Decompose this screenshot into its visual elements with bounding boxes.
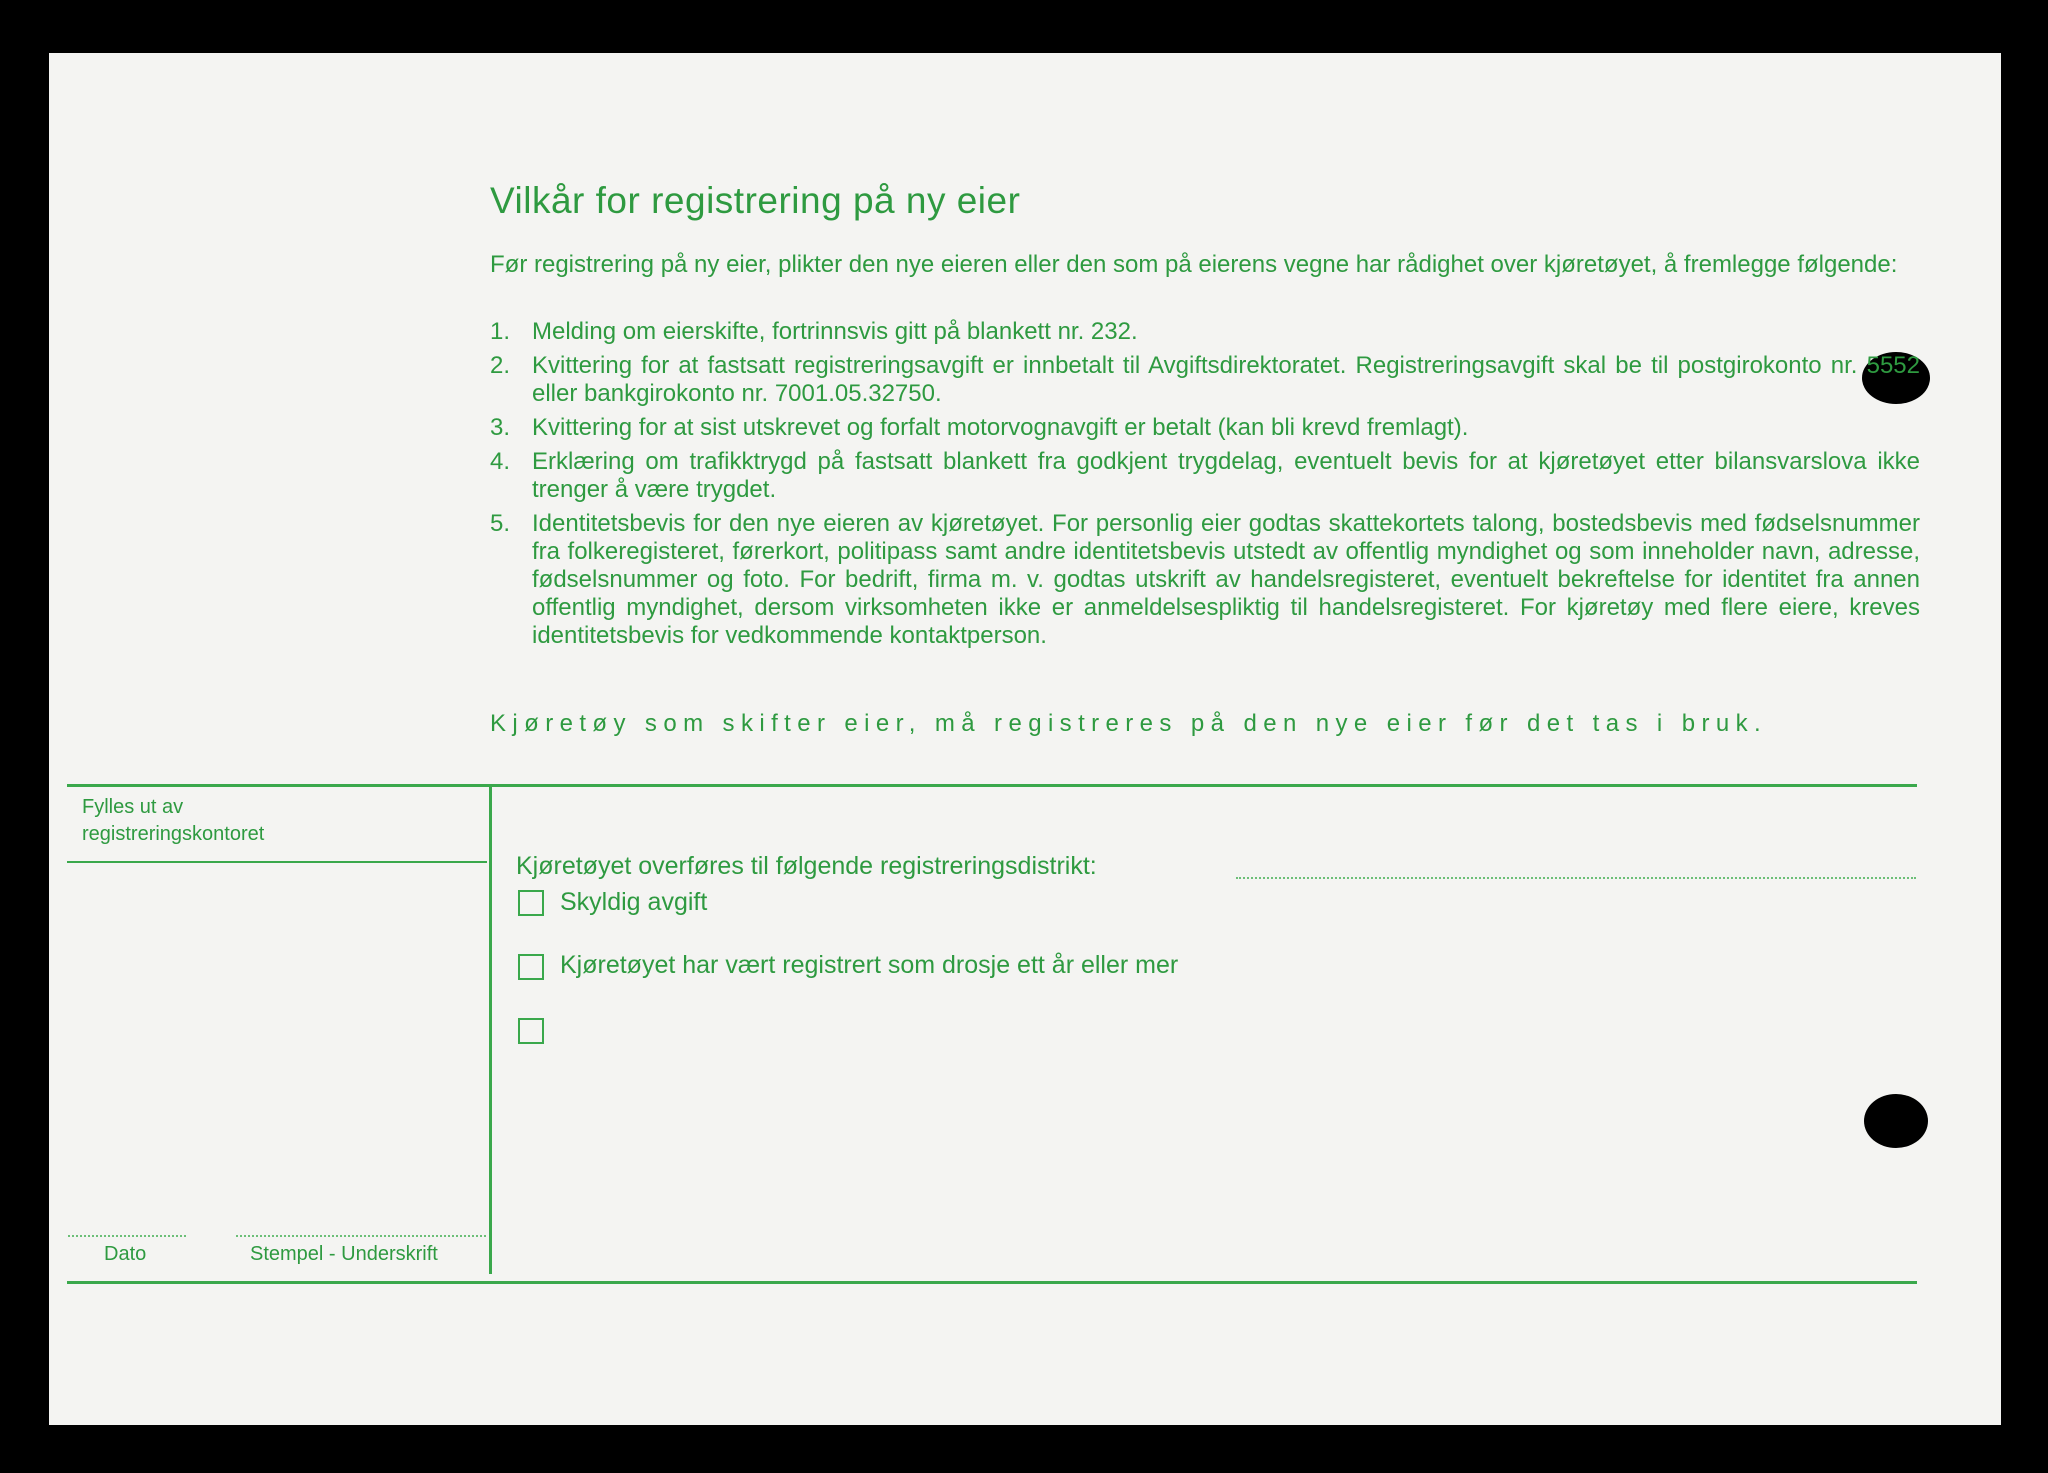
punch-hole-bottom: [1864, 1094, 1928, 1148]
notice-text: Kjøretøy som skifter eier, må registreres på den nye eier før det tas i bruk.: [490, 710, 1768, 737]
list-item-number: 3.: [490, 414, 511, 441]
list-item-number: 1.: [490, 318, 511, 345]
stamp-label: Stempel - Underskrift: [250, 1243, 438, 1265]
list-item: [490, 448, 1920, 504]
office-label-line2: registreringskontoret: [82, 823, 265, 845]
skyldig-avgift-checkbox[interactable]: [518, 890, 544, 916]
form-bottom-rule: [67, 1281, 1917, 1284]
intro-text: Før registrering på ny eier, plikter den nye eieren eller den som på eierens vegne har rådighet over kjøretøyet, å fremlegge følgende:: [490, 251, 1898, 278]
list-item-text: Kvittering for at fastsatt registreringsavgift er innbetalt til Avgiftsdirektoratet. Registreringsavgift skal be til postgirokonto nr. 5552 eller bankgirokonto nr. 7001.05.32750.: [532, 352, 1920, 407]
document-title: Vilkår for registrering på ny eier: [490, 180, 1021, 221]
drosje-checkbox[interactable]: [518, 954, 544, 980]
form-divider: [489, 787, 492, 1274]
form-top-rule: [67, 784, 1917, 787]
list-item-text: Kvittering for at sist utskrevet og forfalt motorvognavgift er betalt (kan bli krevd fremlagt).: [532, 414, 1469, 441]
list-item-text: Erklæring om trafikktrygd på fastsatt blankett fra godkjent trygdelag, eventuelt bevis for at kjøretøyet etter bilansvarslova ikke trenger å være trygdet.: [532, 448, 1920, 503]
list-item: [490, 318, 1920, 346]
district-field[interactable]: [1236, 877, 1916, 879]
blank-checkbox[interactable]: [518, 1018, 544, 1044]
drosje-label: Kjøretøyet har vært registrert som drosje ett år eller mer: [560, 951, 1179, 979]
district-field-label: Kjøretøyet overføres til følgende registreringsdistrikt:: [516, 852, 1097, 880]
stamp-signature-line: [236, 1235, 486, 1237]
date-signature-line: [68, 1235, 186, 1237]
skyldig-avgift-label: Skyldig avgift: [560, 888, 708, 916]
date-label: Dato: [104, 1243, 147, 1265]
office-header-rule: [67, 861, 487, 863]
requirements-list: [490, 318, 1920, 656]
list-item-number: 2.: [490, 352, 511, 379]
list-item-text: Identitetsbevis for den nye eieren av kjøretøyet. For personlig eier godtas skattekortets talong, bostedsbevis med fødselsnummer fra folkeregisteret, førerkort, politipass samt andre identitetsbevis utstedt av offentlig myndighet og som inneholder navn, adresse, fødselsnummer og foto. For bedrift, firma m. v. godtas utskrift av handelsregisteret, eventuelt bekreftelse for identitet fra annen offentlig myndighet, dersom virksomheten ikke er anmeldelsespliktig til handelsregisteret. For kjøretøy med flere eiere, kreves identitetsbevis for vedkommende kontaktperson.: [532, 510, 1920, 649]
office-label-line1: Fylles ut av: [82, 796, 184, 818]
list-item-text: Melding om eierskifte, fortrinnsvis gitt på blankett nr. 232.: [532, 318, 1138, 345]
list-item-number: 5.: [490, 510, 511, 537]
list-item: [490, 414, 1920, 442]
list-item-number: 4.: [490, 448, 511, 475]
list-item: [490, 352, 1920, 408]
list-item: [490, 510, 1920, 650]
